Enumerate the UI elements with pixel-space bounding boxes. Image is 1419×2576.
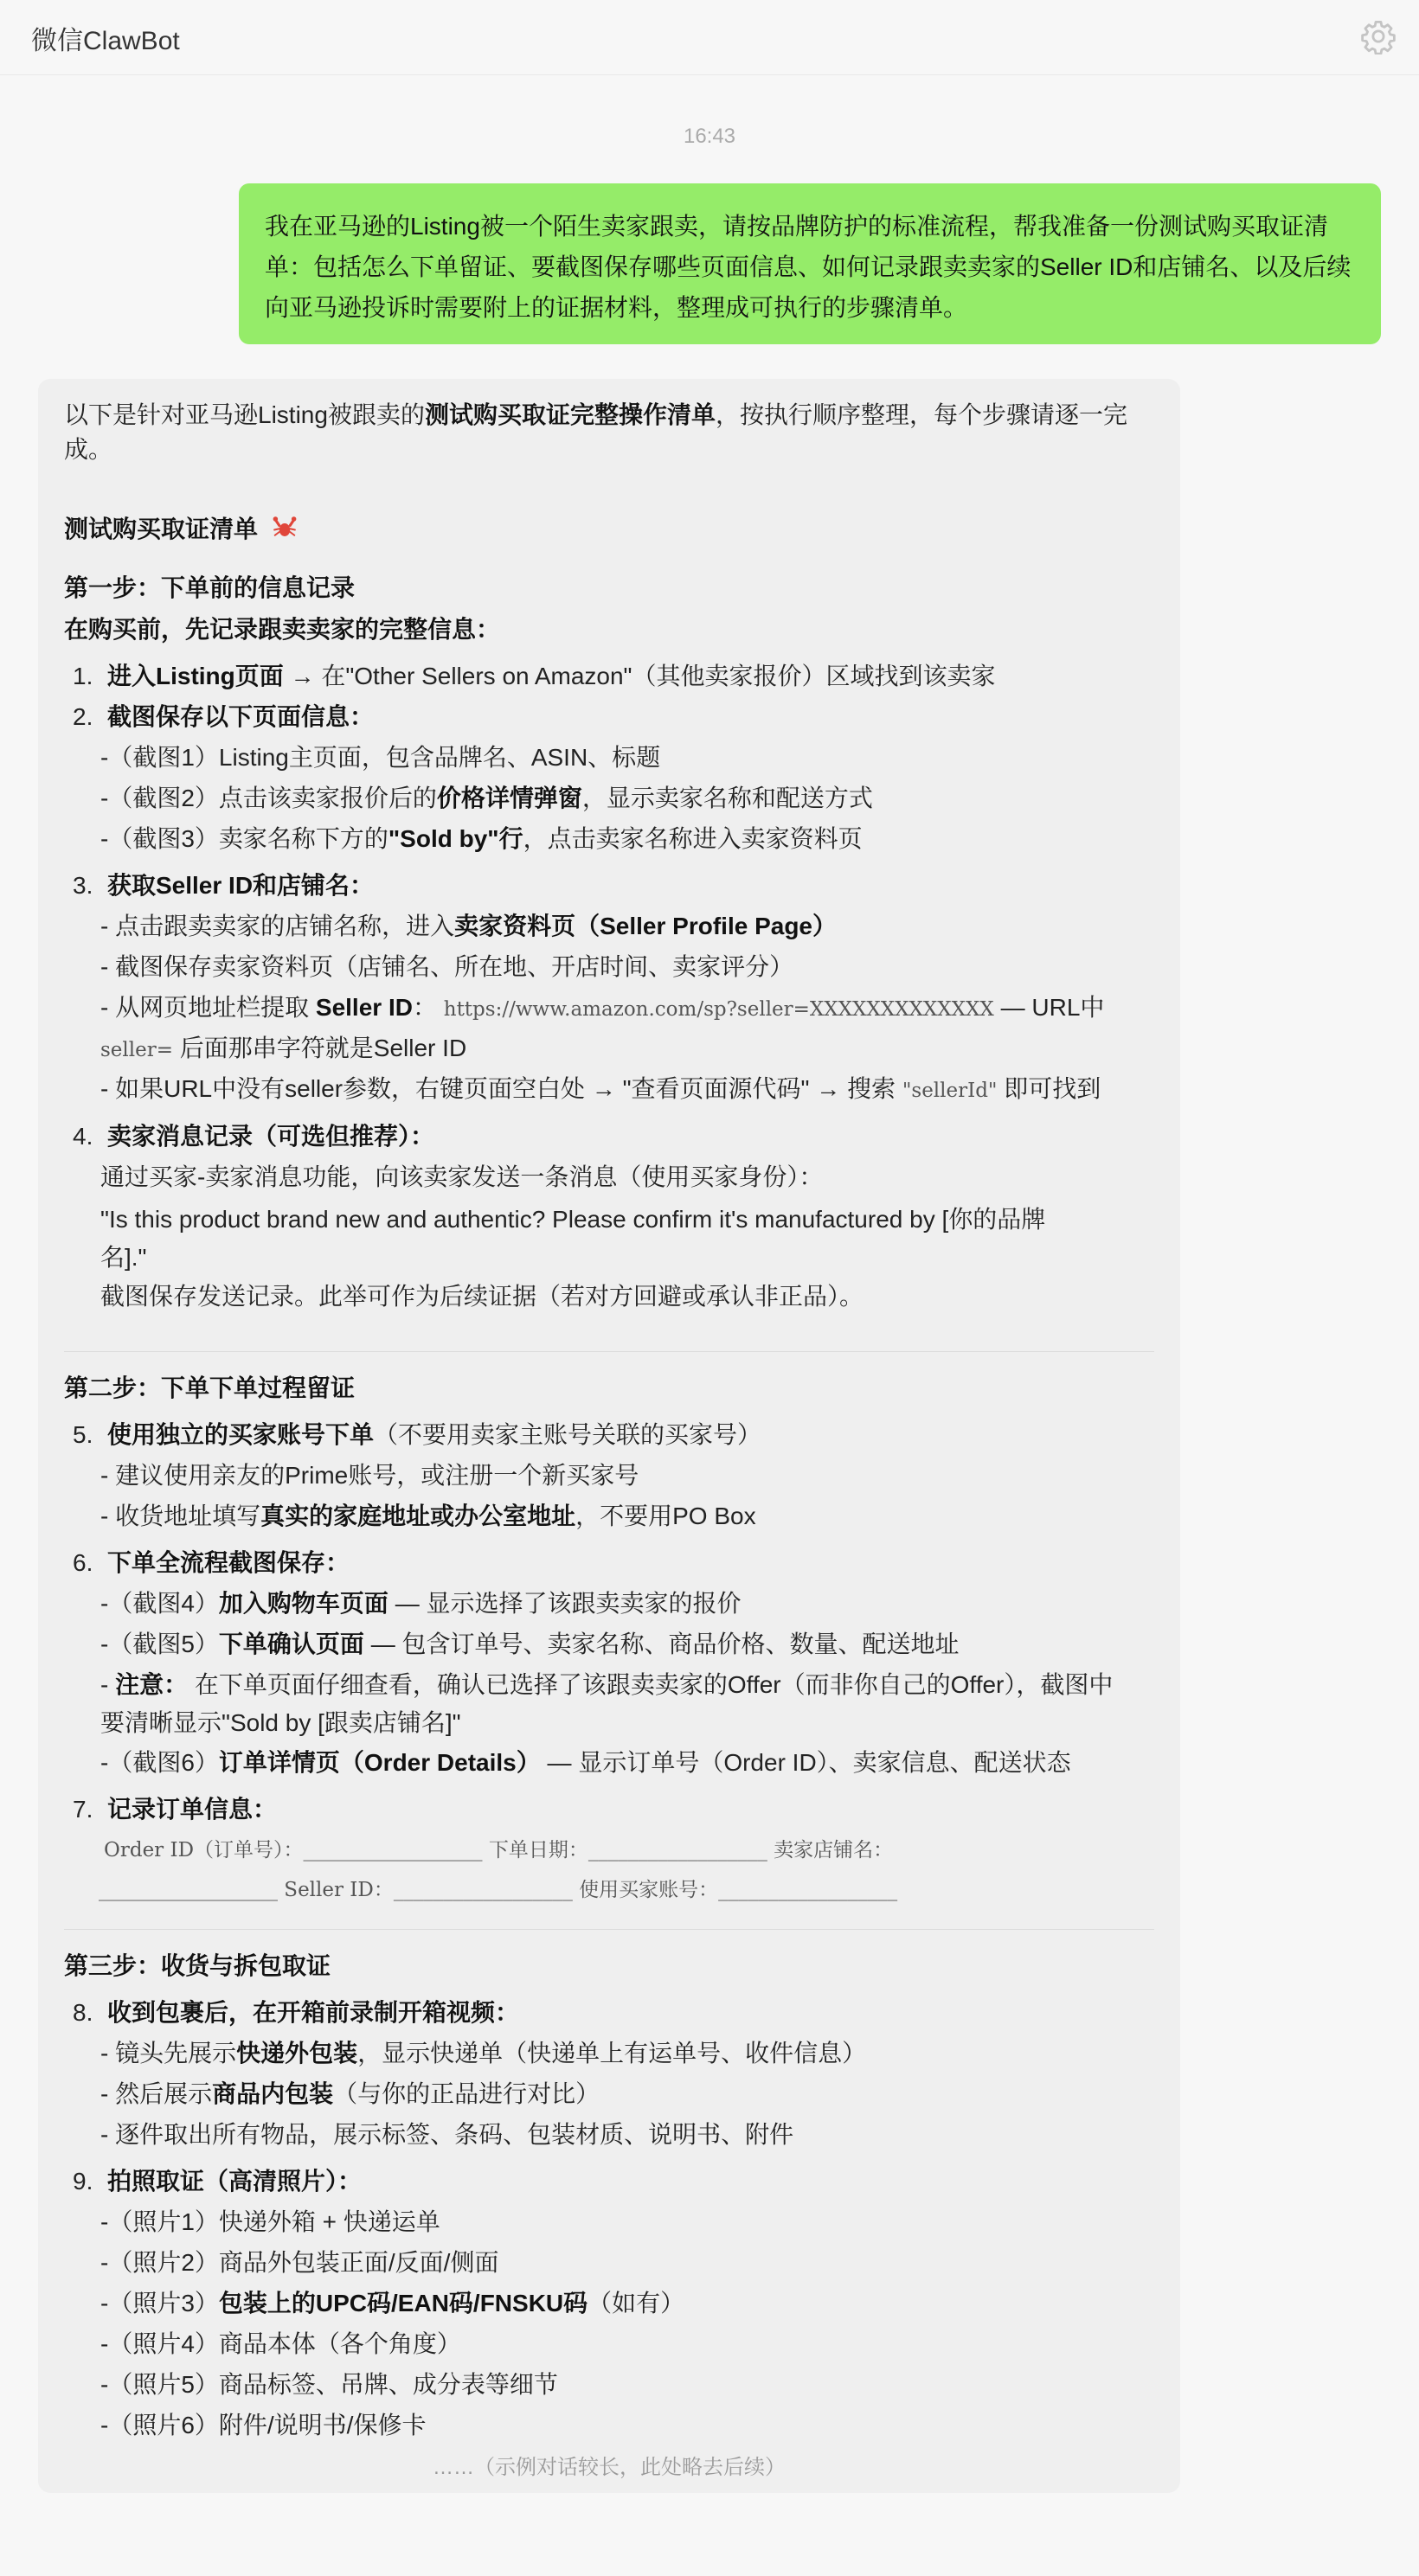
list-subitem: -（照片4）商品本体（各个角度） [100, 2330, 461, 2357]
user-message-bubble[interactable] [239, 183, 1381, 344]
list-item-9: 9. 拍照取证（高清照片）： [73, 2168, 363, 2195]
section-divider [64, 1929, 1154, 1930]
list-item-5: 5. 使用独立的买家账号下单（不要用卖家主账号关联的买家号） [73, 1421, 762, 1448]
list-subitem: -（截图3）卖家名称下方的"Sold by"行，点击卖家名称进入卖家资料页 [100, 825, 863, 852]
step-1-title: 第一步：下单前的信息记录 [64, 574, 356, 601]
user-message-line: 单：包括怎么下单留证、要截图保存哪些页面信息、如何记录跟卖卖家的Seller ID和店铺名、以及后续 [265, 253, 1352, 280]
list-subitem: -（截图6）订单详情页（Order Details） — 显示订单号（Order ID）、卖家信息、配送状态 [100, 1749, 1071, 1776]
list-subitem: -（截图2）点击该卖家报价后的价格详情弹窗，显示卖家名称和配送方式 [100, 785, 873, 811]
list-subitem: - 如果URL中没有seller参数，右键页面空白处 → "查看页面源代码" → 搜索 "sellerId" 即可找到 [100, 1075, 1101, 1102]
list-subitem: - 镜头先展示快递外包装，显示快递单（快递单上有运单号、收件信息） [100, 2040, 867, 2067]
list-subitem: - 然后展示商品内包装（与你的正品进行对比） [100, 2080, 600, 2107]
list-subitem: -（照片2）商品外包装正面/反面/侧面 [100, 2249, 499, 2276]
list-item-4: 4. 卖家消息记录（可选但推荐）： [73, 1123, 435, 1150]
list-subitem: - 逐件取出所有物品，展示标签、条码、包装材质、说明书、附件 [100, 2121, 794, 2148]
message-timestamp: 16:43 [683, 125, 736, 148]
list-item-6: 6. 下单全流程截图保存： [73, 1549, 350, 1576]
list-item-2: 2. 截图保存以下页面信息： [73, 703, 375, 730]
list-subitem: -（照片6）附件/说明书/保修卡 [100, 2412, 427, 2438]
list-subitem: 要清晰显示"Sold by [跟卖店铺名]" [100, 1709, 461, 1736]
step-2-title: 第二步：下单下单过程留证 [64, 1375, 356, 1401]
gear-icon[interactable] [1360, 18, 1397, 54]
title-bar [0, 0, 1419, 75]
list-text: 通过买家-卖家消息功能，向该卖家发送一条消息（使用买家身份）： [100, 1163, 824, 1190]
list-item-3: 3. 获取Seller ID和店铺名： [73, 872, 375, 899]
order-info-template: __________________ Seller ID：__________________ 使用买家账号：__________________ [99, 1879, 898, 1901]
truncation-note: ……（示例对话较长，此处略去后续） [433, 2456, 786, 2479]
intro-line: 成。 [64, 436, 113, 463]
user-message-line: 我在亚马逊的Listing被一个陌生卖家跟卖，请按品牌防护的标准流程，帮我准备一份测试购买取证清 [265, 213, 1328, 240]
list-subitem: - 点击跟卖卖家的店铺名称，进入卖家资料页（Seller Profile Page） [100, 913, 837, 939]
list-subitem: - 建议使用亲友的Prime账号，或注册一个新买家号 [100, 1462, 639, 1489]
intro-line: 以下是针对亚马逊Listing被跟卖的测试购买取证完整操作清单，按执行顺序整理，每个步骤请逐一完 [64, 401, 1127, 428]
list-subitem: -（照片3）包装上的UPC码/EAN码/FNSKU码（如有） [100, 2290, 685, 2316]
list-title: 测试购买取证清单 [64, 512, 1154, 547]
list-subitem: -（截图5）下单确认页面 — 包含订单号、卖家名称、商品价格、数量、配送地址 [100, 1631, 960, 1657]
list-text: 截图保存发送记录。此举可作为后续证据（若对方回避或承认非正品）。 [100, 1283, 864, 1310]
quote-line: "Is this product brand new and authentic? Please confirm it's manufactured by [你的品牌 [100, 1206, 1046, 1233]
window-title: 微信ClawBot [31, 27, 180, 55]
list-subitem: - 注意： 在下单页面仔细查看，确认已选择了该跟卖卖家的Offer（而非你自己的Offer），截图中 [100, 1671, 1114, 1698]
step-1-lead: 在购买前，先记录跟卖卖家的完整信息： [64, 616, 501, 643]
quote-line: 名]." [100, 1244, 147, 1271]
sellerid-code: "sellerId" [902, 1080, 998, 1102]
user-message-line: 向亚马逊投诉时需要附上的证据材料，整理成可执行的步骤清单。 [265, 294, 968, 321]
list-subitem: - 从网页地址栏提取 Seller ID： https://www.amazon.com/sp?seller=XXXXXXXXXXXXX — URL中 [100, 994, 1105, 1021]
list-subitem: - 收货地址填写真实的家庭地址或办公室地址，不要用PO Box [100, 1503, 756, 1529]
step-3-title: 第三步：收货与拆包取证 [64, 1952, 331, 1979]
list-subitem: -（截图4）加入购物车页面 — 显示选择了该跟卖卖家的报价 [100, 1590, 742, 1617]
order-info-template: Order ID（订单号）：__________________ 下单日期：__________________ 卖家店铺名： [104, 1839, 894, 1862]
section-divider [64, 1351, 1154, 1352]
list-item-7: 7. 记录订单信息： [73, 1796, 278, 1823]
list-subitem: seller= 后面那串字符就是Seller ID [100, 1035, 467, 1061]
list-item-1: 1. 进入Listing页面 → 在"Other Sellers on Amazon"（其他卖家报价）区域找到该卖家 [73, 663, 996, 689]
lobster-icon [272, 515, 298, 541]
list-item-8: 8. 收到包裹后，在开箱前录制开箱视频： [73, 1999, 520, 2026]
seller-param-code: seller= [100, 1039, 174, 1061]
bot-message-bubble[interactable] [38, 379, 1180, 2493]
list-subitem: - 截图保存卖家资料页（店铺名、所在地、开店时间、卖家评分） [100, 953, 794, 980]
list-subitem: -（照片1）快递外箱 + 快递运单 [100, 2208, 440, 2235]
list-subitem: -（截图1）Listing主页面，包含品牌名、ASIN、标题 [100, 744, 661, 771]
seller-url-code: https://www.amazon.com/sp?seller=XXXXXXXXXXXXX [443, 998, 994, 1021]
list-subitem: -（照片5）商品标签、吊牌、成分表等细节 [100, 2371, 558, 2398]
